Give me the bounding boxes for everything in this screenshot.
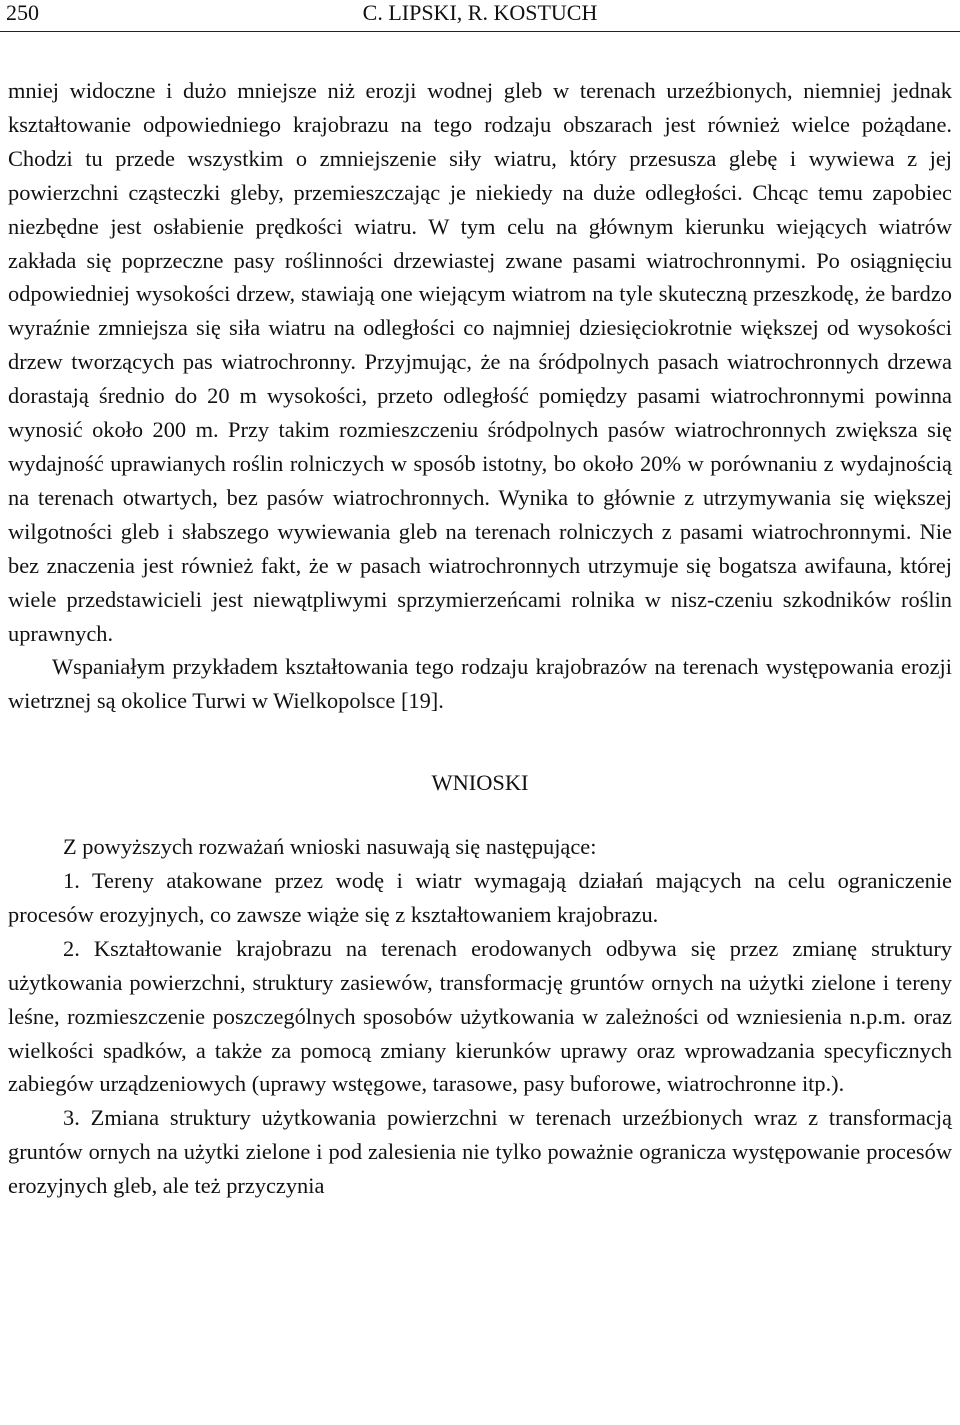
conclusion-item-2: 2. Kształtowanie krajobrazu na terenach erodowanych odbywa się przez zmianę struktury użytkowania powierzchni, struktury zasiewów, transformację gruntów ornych na użytki zielone i tereny leśne, rozmieszczenie poszczególnych sposobów użytkowania w zależności od wzniesienia n.p.m. oraz wielkości spadków, a także za pomocą zmiany kierunków uprawy oraz wprowadzania specyficznych zabiegów urządzeniowych (uprawy wstęgowe, tarasowe, pasy buforowe, wiatrochronne itp.). bbox=[8, 935, 952, 1097]
running-head: C. LIPSKI, R. KOSTUCH bbox=[362, 0, 598, 25]
paragraph-wind-erosion: mniej widoczne i dużo mniejsze niż erozji wodnej gleb w terenach urzeźbionych, niemniej jednak kształtowanie odpowiedniego krajobrazu na tego rodzaju obszarach jest również wielce pożądane. Chodzi tu przede wszystkim o zmniejszenie siły wiatru, który przesusza glebę i wywiewa z jej powierzchni cząsteczki gleby, przemieszczając je niekiedy na duże odległości. Chcąc temu zapobiec niezbędne jest osłabienie prędkości wiatru. W tym celu na głównym kierunku wiejących wiatrów zakłada się poprzeczne pasy roślinności drzewiastej zwane pasami wiatrochronnymi. Po osiągnięciu odpowiedniej wysokości drzew, stawiają one wiejącym wiatrom na tyle skuteczną przeszkodę, że bardzo wyraźnie zmniejsza się siła wiatru na odległości co najmniej dziesięciokrotnie większej od wysokości drzew tworzących pas wiatrochronny. Przyjmując, że na śródpolnych pasach wiatrochronnych drzewa dorastają średnio do 20 m wysokości, przeto odległość pomiędzy pasami wiatrochronnymi powinna wynosić około 200 m. Przy takim rozmieszczeniu śródpolnych pasów wiatrochronnych zwiększa się wydajność uprawianych roślin rolniczych w sposób istotny, bo około 20% w porównaniu z wydajnością na terenach otwartych, bez pasów wiatrochronnych. Wynika to głównie z utrzymywania się większej wilgotności gleb i słabszego wywiewania gleb na terenach rolniczych z pasami wiatrochronnymi. Nie bez znaczenia jest również fakt, że w pasach wiatrochronnych utrzymuje się bogatsza awifauna, której wiele przedstawicieli jest niewątpliwymi sprzymierzeńcami rolnika w nisz-czeniu szkodników roślin uprawnych. bbox=[8, 78, 952, 646]
conclusion-item-3: 3. Zmiana struktury użytkowania powierzchni w terenach urzeźbionych wraz z transformacją gruntów ornych na użytki zielone i pod zalesienia nie tylko poważnie ogranicza występowanie procesów erozyjnych gleb, ale też przyczynia bbox=[8, 1105, 952, 1199]
conclusion-item-1: 1. Tereny atakowane przez wodę i wiatr wymagają działań mających na celu ograniczenie procesów erozyjnych, co zawsze wiąże się z kształtowaniem krajobrazu. bbox=[8, 868, 952, 927]
page-header bbox=[0, 0, 960, 32]
conclusions-intro: Z powyższych rozważań wnioski nasuwają się następujące: bbox=[63, 834, 597, 860]
page-number: 250 bbox=[6, 0, 39, 25]
section-heading-conclusions: WNIOSKI bbox=[431, 770, 529, 796]
paragraph-turew-example: Wspaniałym przykładem kształtowania tego rodzaju krajobrazów na terenach występowania erozji wietrznej są okolice Turwi w Wielkopolsce [19]. bbox=[8, 654, 952, 714]
body-text bbox=[8, 74, 952, 1203]
